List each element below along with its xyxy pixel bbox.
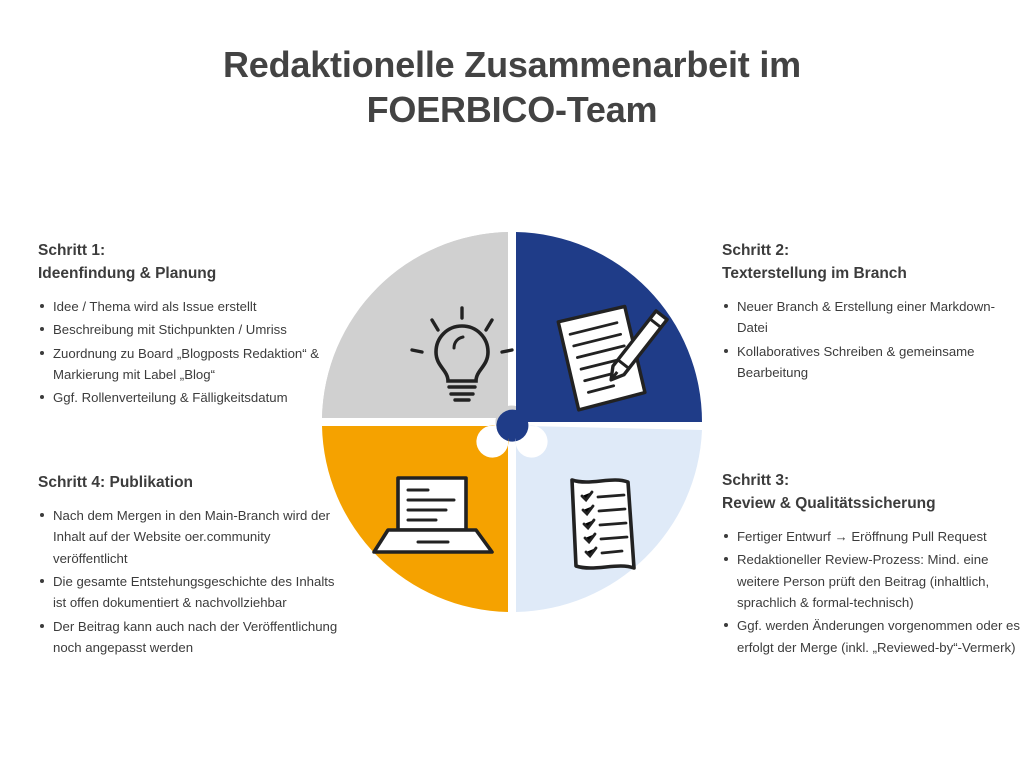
document-checklist-icon [572,480,634,568]
list-item: Der Beitrag kann auch nach der Veröffentlichung noch angepasst werden [38,616,338,659]
page-title [112,42,912,132]
step-3-heading-line2: Review & Qualitätssicherung [722,494,936,512]
step-1-heading-line2: Ideenfindung & Planung [38,264,217,282]
step-1-block [38,240,338,411]
step-2-bullet-list [722,296,1022,384]
list-item: Redaktioneller Review-Prozess: Mind. eine weitere Person prüft den Beitrag (inhaltlich, sprachlich & formal-technisch) [722,549,1024,613]
step-1-bullet-list [38,296,338,409]
list-item: Ggf. Rollenverteilung & Fälligkeitsdatum [38,387,338,408]
step-3-heading-line1: Schritt 3: [722,472,790,489]
step-4-heading [38,472,338,495]
step-4-bullet-list [38,505,338,659]
list-item: Kollaboratives Schreiben & gemeinsame Bearbeitung [722,341,1022,384]
page-title-line2: FOERBICO-Team [366,89,658,130]
puzzle-circle-graphic [318,228,706,616]
list-item: Die gesamte Entstehungsgeschichte des Inhalts ist offen dokumentiert & nachvollziehbar [38,571,338,614]
list-item: Idee / Thema wird als Issue erstellt [38,296,338,317]
page-title-line1: Redaktionelle Zusammenarbeit im [223,44,801,85]
list-item: Nach dem Mergen in den Main-Branch wird der Inhalt auf der Website oer.community veröffentlicht [38,505,338,569]
step-3-heading [722,470,1024,516]
step-4-block [38,472,338,661]
list-item: Zuordnung zu Board „Blogposts Redaktion“ & Markierung mit Label „Blog“ [38,343,338,386]
list-item: Fertiger Entwurf → Eröffnung Pull Request [722,526,1024,547]
step-1-heading [38,240,338,286]
step-3-block [722,470,1024,660]
step-3-bullet-list [722,526,1024,658]
step-2-heading [722,240,1022,286]
list-item: Neuer Branch & Erstellung einer Markdown-Datei [722,296,1022,339]
puzzle-piece-step1 [322,232,528,438]
step-4-heading-line1: Schritt 4: Publikation [38,474,194,491]
step-2-heading-line2: Texterstellung im Branch [722,264,907,282]
step-1-heading-line1: Schritt 1: [38,242,106,259]
list-item: Ggf. werden Änderungen vorgenommen oder es erfolgt der Merge (inkl. „Reviewed-by“-Vermerk) [722,615,1024,658]
step-2-heading-line1: Schritt 2: [722,242,790,259]
list-item: Beschreibung mit Stichpunkten / Umriss [38,319,338,340]
step-2-block [722,240,1022,385]
